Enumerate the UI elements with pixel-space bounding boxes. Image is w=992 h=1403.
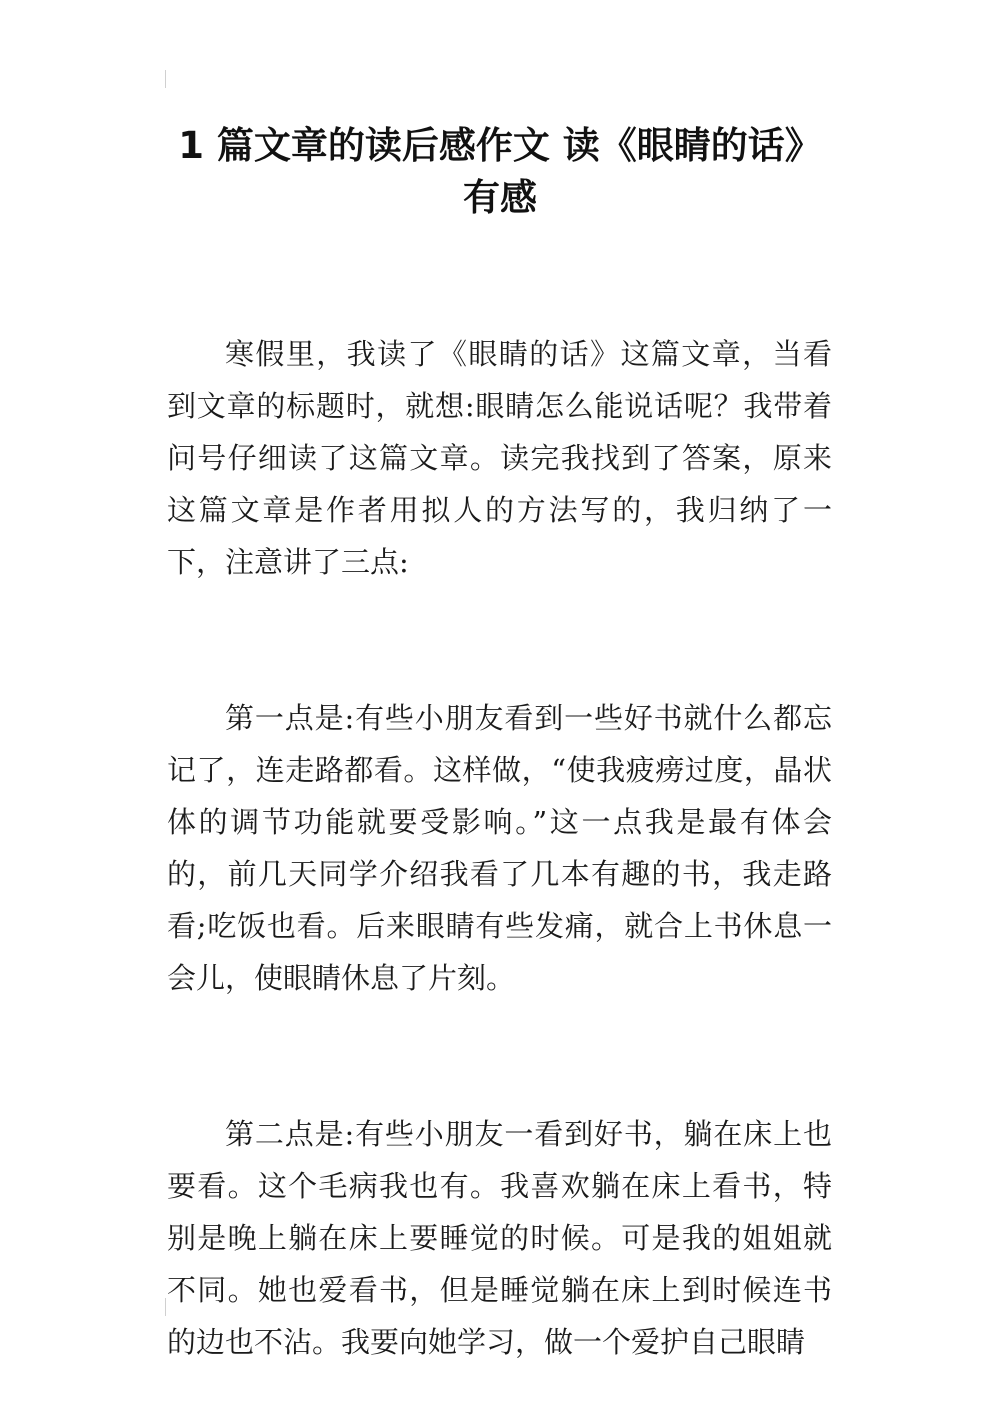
paragraph-gap	[167, 588, 832, 692]
paragraph-gap	[167, 1004, 832, 1108]
title-line-1: 1 篇文章的读后感作文 读《眼睛的话》	[178, 124, 822, 167]
paragraph-3: 第二点是:有些小朋友一看到好书，躺在床上也要看。这个毛病我也有。我喜欢躺在床上看书，特别是晚上躺在床上要睡觉的时候。可是我的姐姐就不同。她也爱看书，但是睡觉躺在床上到时候连书的边也不沾。我要向她学习，做一个爱护自己眼睛	[167, 1117, 832, 1359]
document-title	[150, 120, 850, 224]
paragraph-2: 第一点是:有些小朋友看到一些好书就什么都忘记了，连走路都看。这样做，“使我疲痨过度，晶状体的调节功能就要受影响。”这一点我是最有体会的，前几天同学介绍我看了几本有趣的书，我走路看;吃饭也看。后来眼睛有些发痛，就合上书休息一会儿，使眼睛休息了片刻。	[167, 701, 832, 995]
page-corner-mark-top	[165, 70, 166, 88]
page-corner-mark-bottom	[165, 1298, 166, 1316]
paragraph-1: 寒假里，我读了《眼睛的话》这篇文章，当看到文章的标题时，就想:眼睛怎么能说话呢？我带着问号仔细读了这篇文章。读完我找到了答案，原来这篇文章是作者用拟人的方法写的，我归纳了一下，注意讲了三点:	[167, 337, 832, 579]
title-line-2: 有感	[463, 176, 537, 219]
document-body	[167, 328, 832, 1368]
